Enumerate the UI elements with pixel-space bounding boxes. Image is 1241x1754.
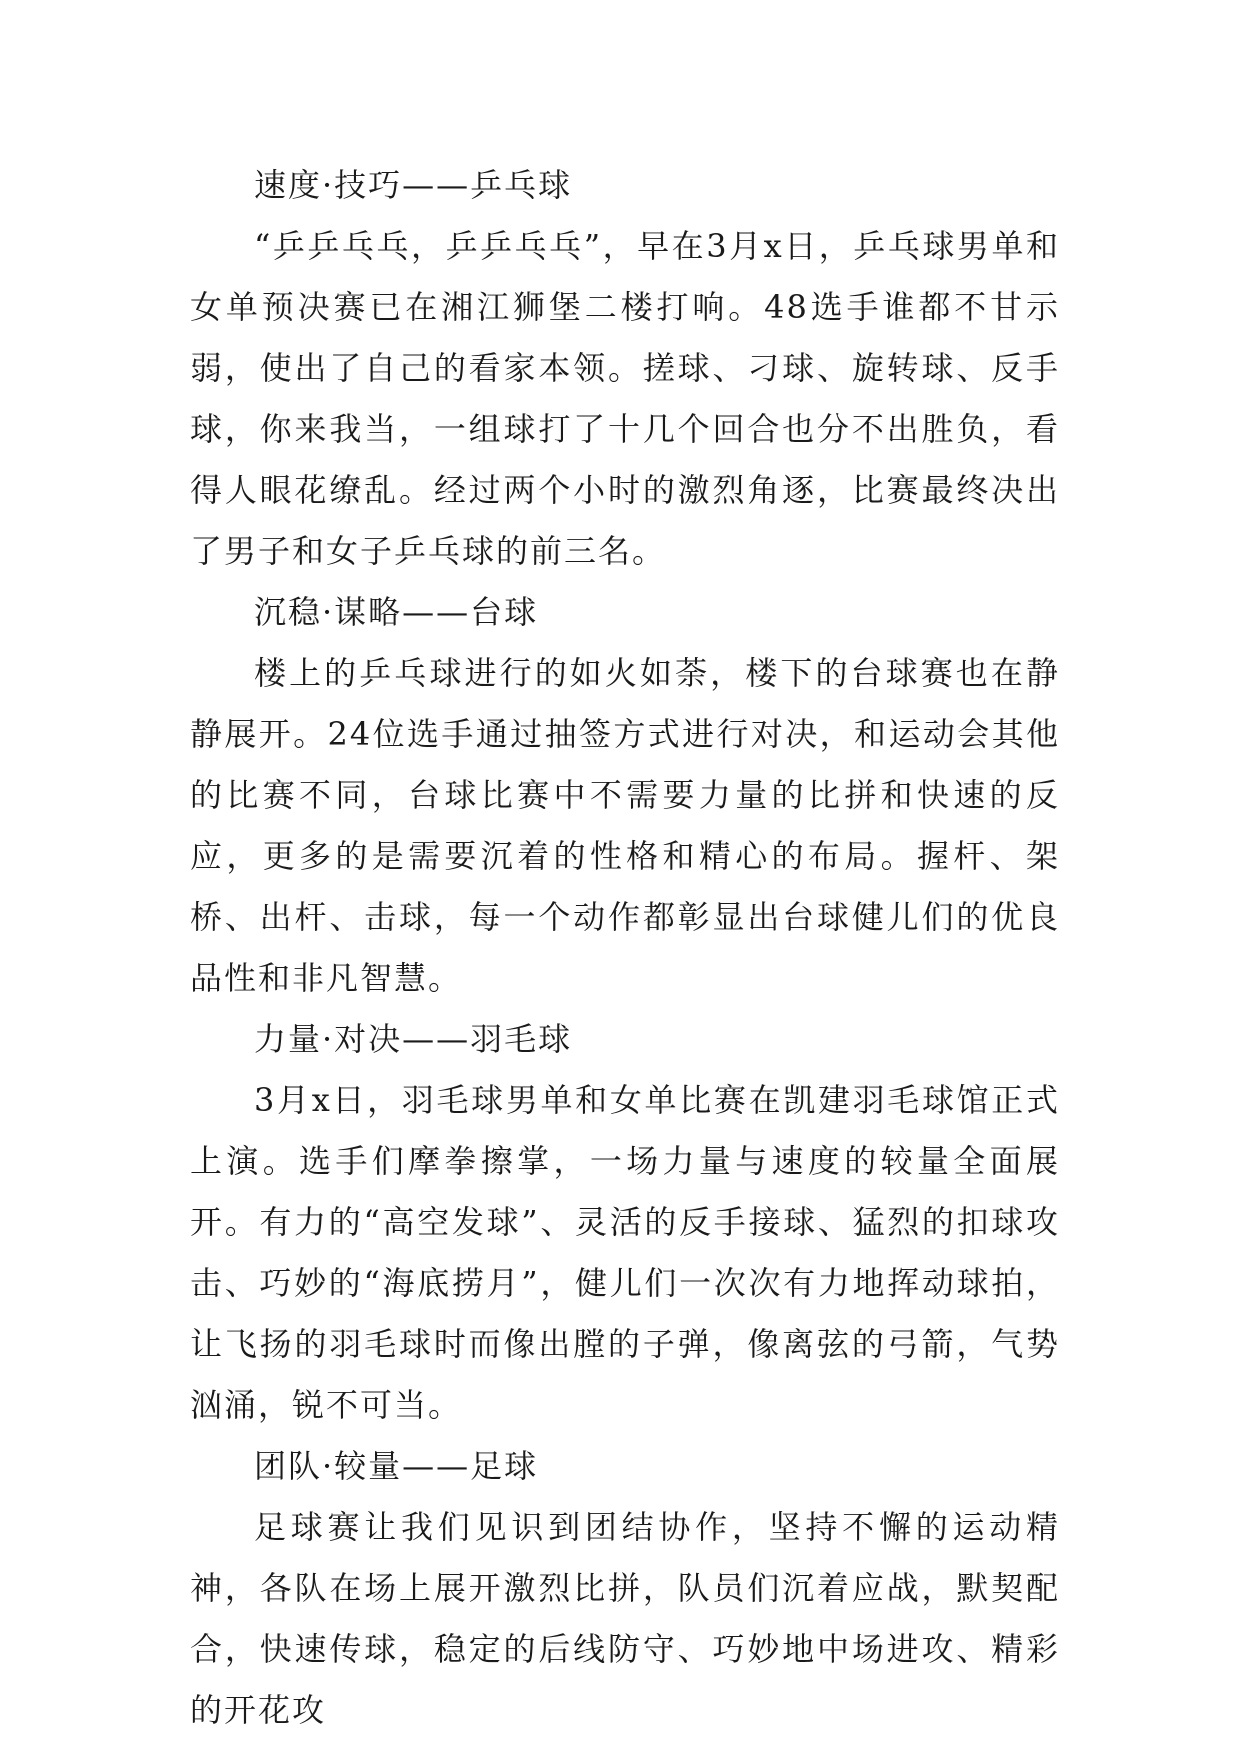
article-body [190, 155, 1060, 1741]
section-paragraph-badminton: 3月x日，羽毛球男单和女单比赛在凯建羽毛球馆正式上演。选手们摩拳擦掌，一场力量与速度的较量全面展开。有力的“高空发球”、灵活的反手接球、猛烈的扣球攻击、巧妙的“海底捞月”，健儿们一次次有力地挥动球拍，让飞扬的羽毛球时而像出膛的子弹，像离弦的弓箭，气势汹涌，锐不可当。 [190, 1081, 1060, 1424]
section-heading-billiards: 沉稳·谋略——台球 [254, 593, 539, 631]
section-paragraph-billiards: 楼上的乒乓球进行的如火如荼，楼下的台球赛也在静静展开。24位选手通过抽签方式进行对决，和运动会其他的比赛不同，台球比赛中不需要力量的比拼和快速的反应，更多的是需要沉着的性格和精心的布局。握杆、架桥、出杆、击球，每一个动作都彰显出台球健儿们的优良品性和非凡智慧。 [190, 654, 1060, 997]
section-paragraph-football: 足球赛让我们见识到团结协作，坚持不懈的运动精神，各队在场上展开激烈比拼，队员们沉着应战，默契配合，快速传球，稳定的后线防守、巧妙地中场进攻、精彩的开花攻 [190, 1508, 1060, 1729]
section-heading-badminton: 力量·对决——羽毛球 [254, 1020, 573, 1058]
section-heading-table-tennis: 速度·技巧——乒乓球 [254, 166, 573, 204]
section-heading-football: 团队·较量——足球 [254, 1447, 539, 1485]
section-paragraph-table-tennis: “乒乒乓乓，乒乒乓乓”，早在3月x日，乒乓球男单和女单预决赛已在湘江狮堡二楼打响。48选手谁都不甘示弱，使出了自己的看家本领。搓球、刁球、旋转球、反手球，你来我当，一组球打了十几个回合也分不出胜负，看得人眼花缭乱。经过两个小时的激烈角逐，比赛最终决出了男子和女子乒乓球的前三名。 [190, 227, 1060, 570]
